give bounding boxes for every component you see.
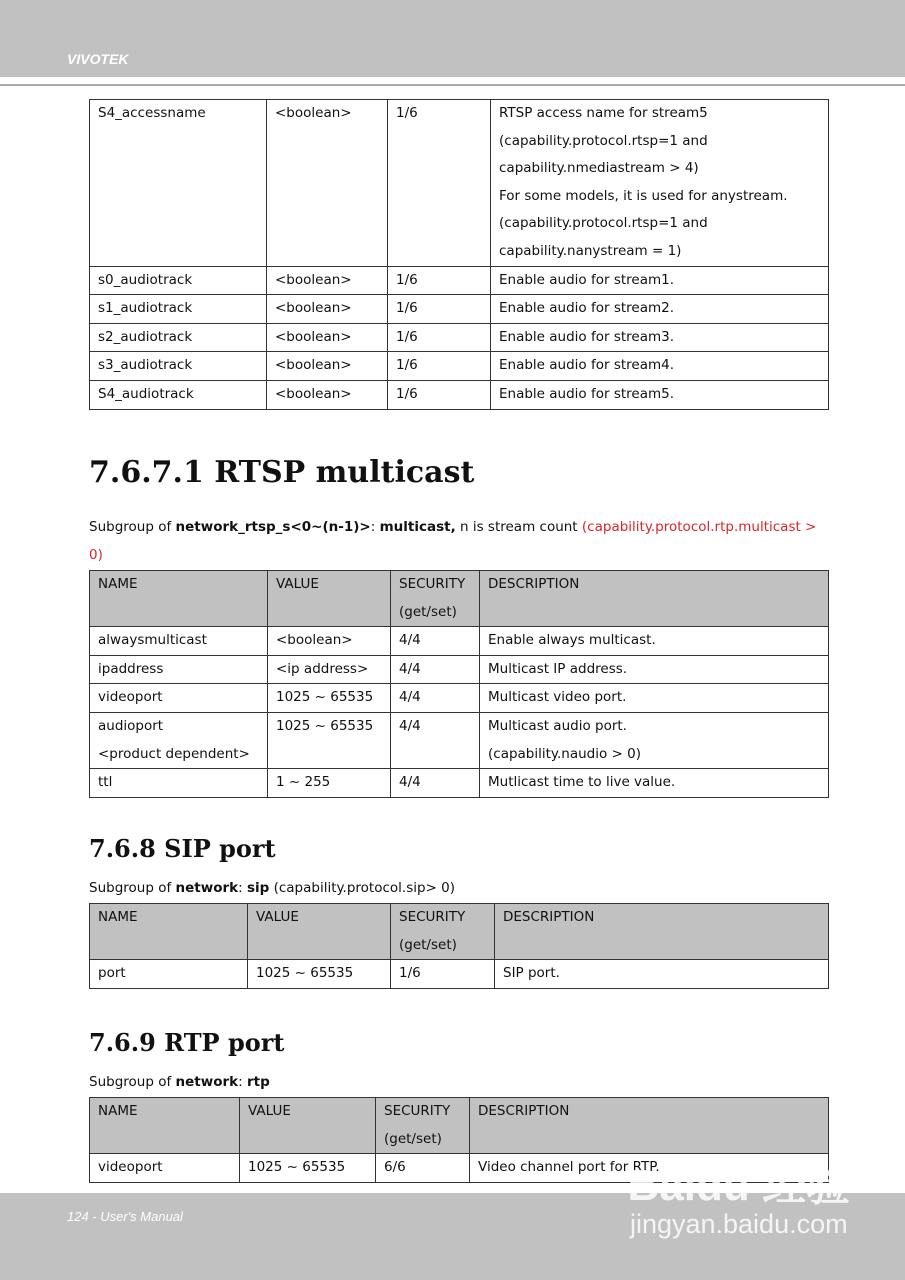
watermark-text: Baidu 经验 [627, 1161, 850, 1210]
cell-value: 1025 ~ 65535 [268, 712, 391, 768]
cell-security: 4/4 [391, 684, 480, 713]
cell-security: 6/6 [376, 1154, 470, 1183]
cell-value: 1025 ~ 65535 [248, 960, 391, 989]
page-header [0, 0, 905, 77]
table-row [90, 712, 829, 768]
cell-description: Enable always multicast. [480, 627, 829, 656]
cell-description: Enable audio for stream1. [491, 266, 829, 295]
text: : [370, 519, 380, 535]
section-subgroup-multicast [89, 514, 829, 569]
section-title-rtp-port: 7.6.9 RTP port [89, 1028, 285, 1057]
baidu-watermark [628, 1163, 850, 1240]
cell-name: S4_accessname [90, 100, 267, 267]
section-subgroup-sip [89, 875, 829, 903]
text: Subgroup of [89, 519, 176, 535]
header-value: VALUE [268, 571, 391, 627]
header-value: VALUE [248, 904, 391, 960]
table-row [90, 960, 829, 989]
cell-name: s0_audiotrack [90, 266, 267, 295]
text: Subgroup of [89, 1074, 176, 1090]
params-table-sip [89, 903, 829, 989]
header-divider [0, 84, 905, 86]
cell-security: 1/6 [388, 295, 491, 324]
text: Subgroup of [89, 880, 176, 896]
cell-value: 1025 ~ 65535 [240, 1154, 376, 1183]
cell-value: <boolean> [267, 352, 388, 381]
section-title-rtsp-multicast: 7.6.7.1 RTSP multicast [89, 455, 475, 490]
cell-description: RTSP access name for stream5 (capability.protocol.rtsp=1 and capability.nmediastream > 4) For some models, it is used for anystream. (capability.protocol.rtsp=1 and capability.nanystream = 1) [491, 100, 829, 267]
header-name: NAME [90, 904, 248, 960]
text: : [238, 880, 247, 896]
header-description: DESCRIPTION [470, 1098, 829, 1154]
table-row [90, 655, 829, 684]
cell-value: <ip address> [268, 655, 391, 684]
cell-description: Multicast video port. [480, 684, 829, 713]
group-name: network [175, 880, 239, 896]
table-row [90, 100, 829, 267]
header-name: NAME [90, 571, 268, 627]
cell-name: s3_audiotrack [90, 352, 267, 381]
table-row [90, 295, 829, 324]
params-table-stream [89, 99, 829, 410]
text: (capability.protocol.sip> 0) [269, 880, 456, 896]
table-header-row [90, 1098, 829, 1154]
cell-security: 4/4 [391, 655, 480, 684]
cell-name: videoport [90, 1154, 240, 1183]
header-description: DESCRIPTION [495, 904, 829, 960]
section-title-sip-port: 7.6.8 SIP port [89, 834, 276, 863]
table-header-row [90, 904, 829, 960]
cell-security: 1/6 [388, 100, 491, 267]
cell-value: <boolean> [267, 380, 388, 409]
header-security: SECURITY (get/set) [391, 571, 480, 627]
cell-name: ttl [90, 769, 268, 798]
cell-security: 4/4 [391, 769, 480, 798]
group-name: network_rtsp_s<0~(n-1)> [175, 519, 371, 535]
capability-condition: (capability.protocol.rtp.multicast > 0) [89, 519, 817, 563]
cell-value: 1025 ~ 65535 [268, 684, 391, 713]
table-row [90, 352, 829, 381]
group-name: network [175, 1074, 239, 1090]
cell-name: videoport [90, 684, 268, 713]
cell-name: alwaysmulticast [90, 627, 268, 656]
cell-security: 4/4 [391, 712, 480, 768]
cell-description: Video channel port for RTP. [470, 1154, 829, 1183]
cell-value: <boolean> [268, 627, 391, 656]
cell-security: 4/4 [391, 627, 480, 656]
cell-description: Multicast IP address. [480, 655, 829, 684]
table-row [90, 266, 829, 295]
cell-value: 1 ~ 255 [268, 769, 391, 798]
header-security: SECURITY (get/set) [376, 1098, 470, 1154]
watermark-url: jingyan.baidu.com [629, 1209, 848, 1239]
header-description: DESCRIPTION [480, 571, 829, 627]
brand-logo: VIVOTEK [67, 51, 129, 67]
text: n is stream count [455, 519, 582, 535]
cell-description: Enable audio for stream5. [491, 380, 829, 409]
cell-security: 1/6 [391, 960, 495, 989]
cell-security: 1/6 [388, 352, 491, 381]
page-number: 124 - User's Manual [67, 1209, 183, 1224]
cell-value: <boolean> [267, 100, 388, 267]
cell-value: <boolean> [267, 295, 388, 324]
table-row [90, 323, 829, 352]
cell-name: s2_audiotrack [90, 323, 267, 352]
cell-description: Multicast audio port. (capability.naudio > 0) [480, 712, 829, 768]
cell-name: audioport <product dependent> [90, 712, 268, 768]
table-row [90, 769, 829, 798]
cell-description: Enable audio for stream3. [491, 323, 829, 352]
cell-security: 1/6 [388, 380, 491, 409]
cell-security: 1/6 [388, 266, 491, 295]
header-security: SECURITY (get/set) [391, 904, 495, 960]
cell-description: Enable audio for stream4. [491, 352, 829, 381]
cell-name: ipaddress [90, 655, 268, 684]
params-table-multicast [89, 570, 829, 798]
header-name: NAME [90, 1098, 240, 1154]
table-header-row [90, 571, 829, 627]
table-row [90, 380, 829, 409]
cell-security: 1/6 [388, 323, 491, 352]
cell-value: <boolean> [267, 323, 388, 352]
table-row [90, 684, 829, 713]
cell-description: SIP port. [495, 960, 829, 989]
table-row [90, 627, 829, 656]
text: : [238, 1074, 247, 1090]
cell-description: Enable audio for stream2. [491, 295, 829, 324]
subgroup-name: sip [246, 880, 270, 896]
subgroup-name: multicast, [379, 519, 456, 535]
subgroup-name: rtp [246, 1074, 270, 1090]
section-subgroup-rtp [89, 1069, 829, 1097]
cell-name: S4_audiotrack [90, 380, 267, 409]
cell-value: <boolean> [267, 266, 388, 295]
cell-name: port [90, 960, 248, 989]
cell-description: Mutlicast time to live value. [480, 769, 829, 798]
cell-name: s1_audiotrack [90, 295, 267, 324]
header-value: VALUE [240, 1098, 376, 1154]
